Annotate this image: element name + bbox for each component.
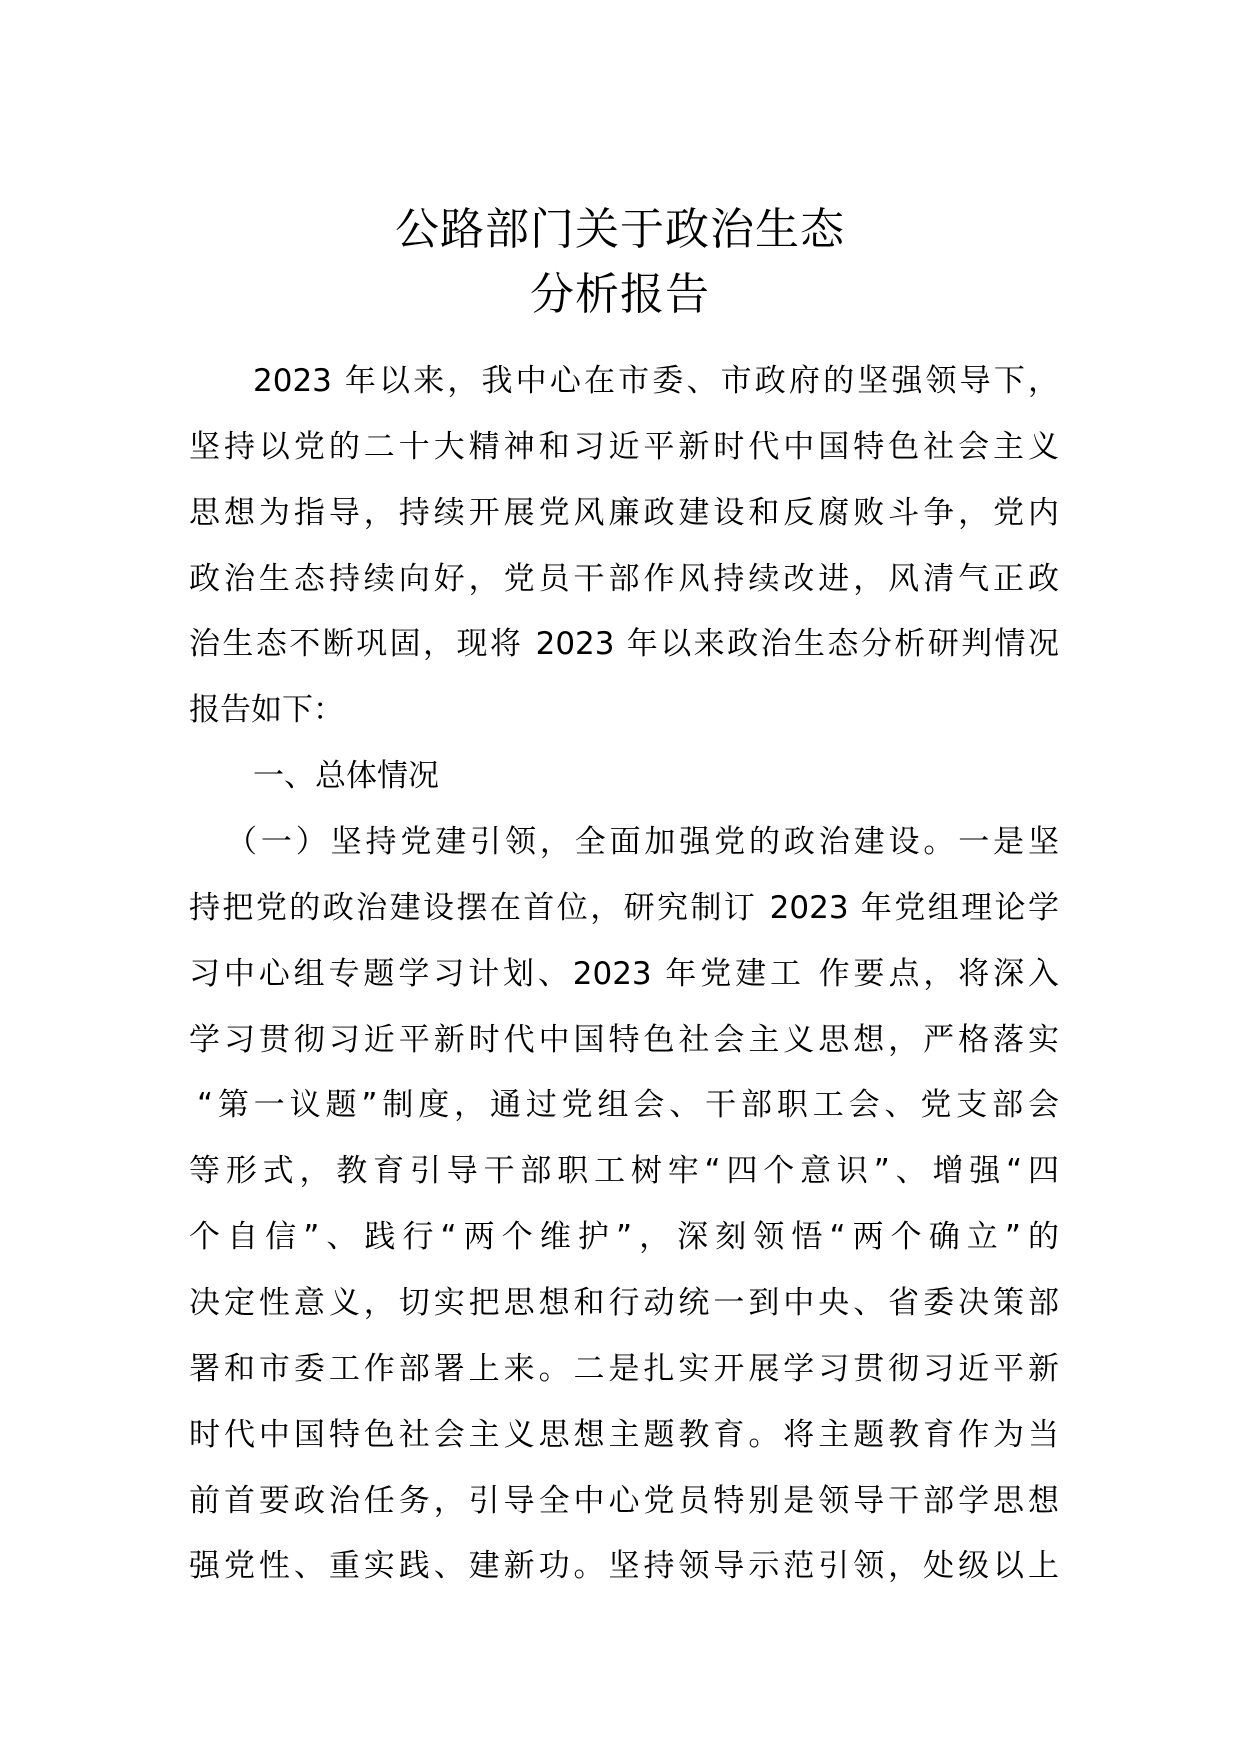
paragraph-line: 等形式，教育引导干部职工树牢“四个意识”、增强“四 [189, 1153, 1059, 1189]
paragraph-line: “第一议题”制度，通过党组会、干部职工会、党支部会 [197, 1087, 1059, 1123]
paragraph-line: 持把党的政治建设摆在首位，研究制订 2023 年党组理论学 [189, 890, 1059, 926]
section-heading: 一、总体情况 [253, 758, 439, 794]
paragraph-line: 前首要政治任务，引导全中心党员特别是领导干部学思想 [189, 1483, 1059, 1519]
document-title-line-2: 分析报告 [530, 269, 710, 320]
paragraph-line: 坚持以党的二十大精神和习近平新时代中国特色社会主义 [189, 429, 1059, 465]
paragraph-line: 报告如下： [189, 692, 344, 728]
paragraph-line: 习中心组专题学习计划、2023 年党建工 作要点，将深入 [189, 956, 1059, 992]
paragraph-line: 思想为指导，持续开展党风廉政建设和反腐败斗争，党内 [189, 495, 1059, 531]
paragraph-line: 时代中国特色社会主义思想主题教育。将主题教育作为当 [189, 1417, 1059, 1453]
paragraph-line: 个自信”、践行“两个维护”，深刻领悟“两个确立”的 [189, 1219, 1059, 1255]
paragraph-line: 强党性、重实践、建新功。坚持领导示范引领，处级以上 [189, 1548, 1059, 1584]
paragraph-line: 政治生态持续向好，党员干部作风持续改进，风清气正政 [189, 561, 1059, 597]
paragraph-line: 署和市委工作部署上来。二是扎实开展学习贯彻习近平新 [189, 1351, 1059, 1387]
paragraph-line: 决定性意义，切实把思想和行动统一到中央、省委决策部 [189, 1285, 1059, 1321]
paragraph-line: 学习贯彻习近平新时代中国特色社会主义思想，严格落实 [189, 1022, 1059, 1058]
paragraph-line: （一）坚持党建引领，全面加强党的政治建设。一是坚 [226, 824, 1059, 860]
paragraph-line: 治生态不断巩固，现将 2023 年以来政治生态分析研判情况 [189, 626, 1059, 662]
paragraph-line: 2023 年以来，我中心在市委、市政府的坚强领导下， [253, 363, 1059, 399]
document-title-line-1: 公路部门关于政治生态 [395, 204, 845, 255]
